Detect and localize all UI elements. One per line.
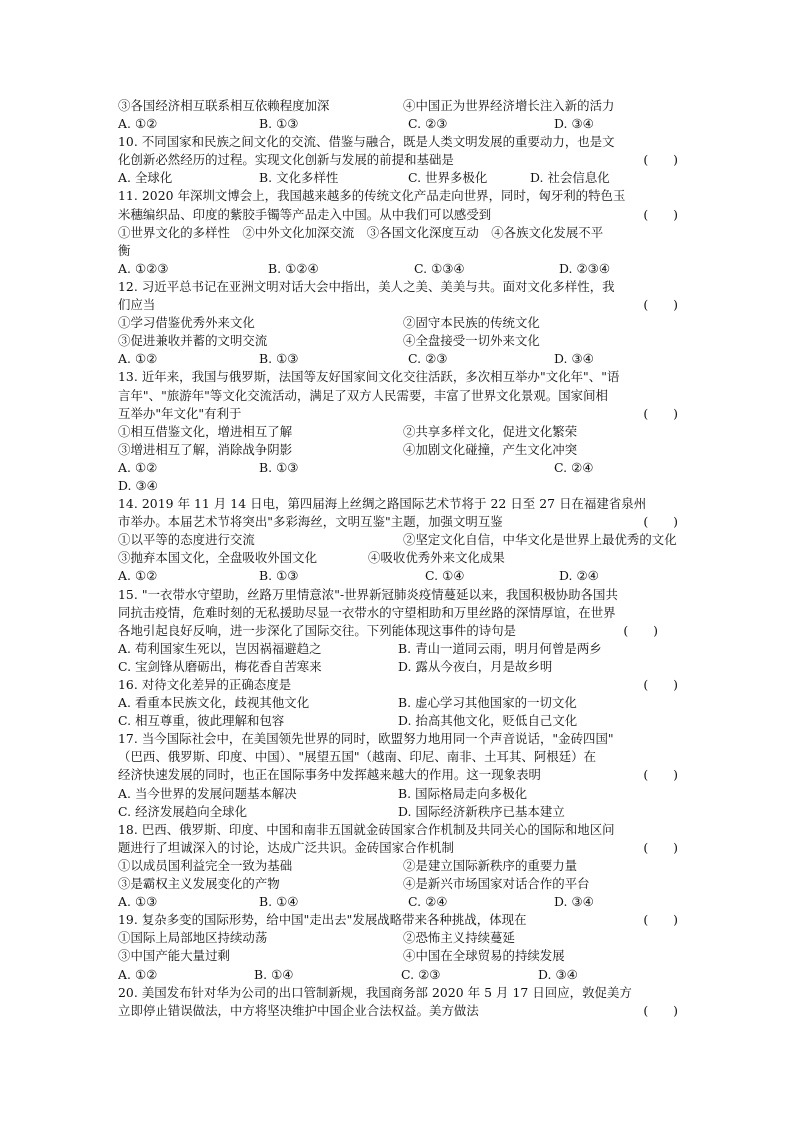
choice-b: B. ①③ xyxy=(259,459,299,475)
question-stem xyxy=(118,676,678,694)
answer-paren: ( ) xyxy=(643,912,678,928)
choice-row xyxy=(118,169,678,187)
choice-b: B. ①④ xyxy=(254,966,294,982)
choice-row xyxy=(118,785,678,803)
question-stem xyxy=(118,405,678,423)
choice-c: C. ②③ xyxy=(408,351,448,367)
question-stem-text: 们应当 xyxy=(118,297,156,313)
option-4: ④中国正为世界经济增长注入新的活力 xyxy=(403,98,615,113)
choice-b: B. 国际格局走向多极化 xyxy=(398,785,528,801)
option-1: ①以成员国利益完全一致为基础 xyxy=(118,857,293,873)
choice-b: B. ①④ xyxy=(259,894,299,910)
question-stem: 10. 不同国家和民族之间文化的交流、借鉴与融合，既是人类文明发展的重要动力，也是文 xyxy=(118,134,615,150)
choice-row xyxy=(118,966,678,984)
answer-paren: ( ) xyxy=(643,1002,678,1018)
answer-paren: ( ) xyxy=(643,206,678,222)
question-stem: 11. 2020 年深圳文博会上，我国越来越多的传统文化产品走向世界，同时，匈牙利的特色玉 xyxy=(118,188,626,204)
option-row xyxy=(118,857,678,875)
choice-c: C. 经济发展趋向全球化 xyxy=(118,803,248,819)
choice-d: D. 露从今夜白，月是故乡明 xyxy=(398,658,553,674)
option-row xyxy=(118,947,678,965)
choice-b: B. 青山一道同云雨，明月何曾是两乡 xyxy=(398,640,602,656)
choice-a: A. ①③ xyxy=(118,894,158,910)
option-4: ④中国在全球贸易的持续发展 xyxy=(403,948,565,964)
option-row xyxy=(118,549,678,567)
option-3: ③中国产能大量过剩 xyxy=(118,948,230,964)
option-1: ①以平等的态度进行交流 xyxy=(118,532,255,548)
choice-b: B. 文化多样性 xyxy=(259,170,339,186)
question-stem: 18. 巴西、俄罗斯、印度、中国和南非五国就金砖国家合作机制及共同关心的国际和地区问 xyxy=(118,821,615,837)
option-3: ③各国经济相互联系相互依赖程度加深 xyxy=(118,98,330,113)
choice-row xyxy=(118,477,678,495)
choice-row xyxy=(118,803,678,821)
question-stem xyxy=(118,151,678,169)
question-stem-text: 题进行了坦诚深入的讨论，达成广泛共识。金砖国家合作机制 xyxy=(118,839,454,855)
option-2: ②恐怖主义持续蔓延 xyxy=(403,930,515,946)
option-4: ④加剧文化碰撞，产生文化冲突 xyxy=(403,441,578,457)
option-1: ①相互借鉴文化，增进相互了解 xyxy=(118,423,293,439)
choice-a: A. 苟利国家生死以，岂因祸福避趋之 xyxy=(118,640,322,656)
question-stem: 17. 当今国际社会中，在美国领先世界的同时，欧盟努力地用同一个声音说话，"金砖四国" xyxy=(118,731,614,747)
choice-b: B. 虚心学习其他国家的一切文化 xyxy=(398,695,577,711)
option-3: ③促进兼收并蓄的文明交流 xyxy=(118,333,268,349)
question-stem xyxy=(118,766,678,784)
choice-row xyxy=(118,567,678,585)
question-stem: 同抗击疫情，危难时刻的无私援助尽显一衣带水的守望相助和万里丝路的深情厚谊，在世界 xyxy=(118,604,616,620)
choice-a: A. ①②③ xyxy=(118,260,169,276)
choice-c: C. 宝剑锋从磨砺出，梅花香自苦寒来 xyxy=(118,658,322,674)
option-row: 衡 xyxy=(118,242,131,258)
option-row xyxy=(118,97,678,115)
question-stem xyxy=(118,1002,678,1020)
choice-a: A. 看重本民族文化，歧视其他文化 xyxy=(118,695,310,711)
choice-a: A. ①② xyxy=(118,351,158,367)
choice-a: A. ①② xyxy=(118,116,158,132)
option-1: ①学习借鉴优秀外来文化 xyxy=(118,315,255,331)
answer-paren: ( ) xyxy=(643,839,678,855)
question-stem: 14. 2019 年 11 月 14 日电，第四届海上丝绸之路国际艺术节将于 22 日至 27 日在福建省泉州 xyxy=(118,496,647,512)
answer-paren: ( ) xyxy=(643,297,678,313)
option-2: ②坚定文化自信，中华文化是世界上最优秀的文化 xyxy=(403,532,677,548)
option-row xyxy=(118,929,678,947)
option-row xyxy=(118,441,678,459)
choice-c: C. ②③ xyxy=(401,966,441,982)
option-3: ③抛弃本国文化，全盘吸收外国文化 xyxy=(118,550,318,566)
choice-d: D. 社会信息化 xyxy=(530,170,610,186)
option-row xyxy=(118,875,678,893)
question-stem xyxy=(118,513,678,531)
option-row xyxy=(118,332,678,350)
choice-c: C. ②④ xyxy=(408,894,448,910)
option-3: ③增进相互了解，消除战争阴影 xyxy=(118,441,293,457)
choice-d: D. ③④ xyxy=(554,894,594,910)
question-stem: 言年"、"旅游年"等文化交流活动，满足了双方人民需要，丰富了世界文化景观。国家间相 xyxy=(118,387,608,403)
question-stem-text: 各地引起良好反响，进一步深化了国际交往。下列能体现这事件的诗句是 xyxy=(118,622,517,638)
answer-paren: ( ) xyxy=(643,514,678,530)
choice-d: D. ③④ xyxy=(554,116,594,132)
choice-d: D. ②③④ xyxy=(559,260,610,276)
choice-row xyxy=(118,712,678,730)
question-stem xyxy=(118,839,678,857)
choice-d: D. 国际经济新秩序已基本建立 xyxy=(398,803,565,819)
choice-d: D. ③④ xyxy=(118,477,158,493)
choice-row xyxy=(118,115,678,133)
choice-row xyxy=(118,658,678,676)
option-2: ②共享多样文化，促进文化繁荣 xyxy=(403,423,578,439)
choice-d: D. ③④ xyxy=(538,966,578,982)
answer-paren: ( ) xyxy=(643,767,678,783)
choice-row xyxy=(118,640,678,658)
option-2: ②是建立国际新秩序的重要力量 xyxy=(403,857,578,873)
question-stem xyxy=(118,206,678,224)
question-stem-text: 化创新必然经历的过程。实现文化创新与发展的前提和基础是 xyxy=(118,152,454,168)
answer-paren: ( ) xyxy=(623,622,658,638)
question-stem: 13. 近年来，我国与俄罗斯，法国等友好国家间文化交往活跃，多次相互举办"文化年"、"语 xyxy=(118,369,620,385)
choice-c: C. ①③④ xyxy=(414,260,465,276)
question-stem-text: 经济快速发展的同时，也正在国际事务中发挥越来越大的作用。这一现象表明 xyxy=(118,767,541,783)
answer-paren: ( ) xyxy=(643,677,678,692)
question-stem: 20. 美国发布针对华为公司的出口管制新规，我国商务部 2020 年 5 月 17 日回应，敦促美方 xyxy=(118,984,632,1000)
choice-c: C. 相互尊重，彼此理解和包容 xyxy=(118,713,285,729)
question-stem xyxy=(118,911,678,929)
option-4: ④全盘接受一切外来文化 xyxy=(403,333,540,349)
choice-a: A. ①② xyxy=(118,568,158,584)
question-stem xyxy=(118,296,678,314)
option-4: ④是新兴市场国家对话合作的平台 xyxy=(403,876,590,892)
question-stem-text: 米穗编织品、印度的紫胶手镯等产品走入中国。从中我们可以感受到 xyxy=(118,206,492,222)
choice-d: D. ③④ xyxy=(554,351,594,367)
option-3: ③是霸权主义发展变化的产物 xyxy=(118,876,280,892)
question-stem xyxy=(118,622,678,640)
choice-a: A. 当今世界的发展问题基本解决 xyxy=(118,785,297,801)
question-stem-text: 立即停止错误做法，中方将坚决维护中国企业合法权益。美方做法 xyxy=(118,1002,479,1018)
question-stem: 12. 习近平总书记在亚洲文明对话大会中指出，美人之美、美美与共。面对文化多样性，我 xyxy=(118,278,615,294)
option-row xyxy=(118,423,678,441)
option-1: ①国际上局部地区持续动荡 xyxy=(118,930,268,946)
choice-a: A. 全球化 xyxy=(118,170,173,186)
option-row xyxy=(118,531,678,549)
choice-a: A. ①② xyxy=(118,966,158,982)
question-stem-text: 互举办"年文化"有利于 xyxy=(118,405,242,421)
question-stem-text: 19. 复杂多变的国际形势，给中国"走出去"发展战略带来各种挑战，体现在 xyxy=(118,912,527,928)
choice-c: C. ②④ xyxy=(554,459,594,475)
choice-a: A. ①② xyxy=(118,459,158,475)
question-stem-text: 16. 对待文化差异的正确态度是 xyxy=(118,677,292,692)
option-row: ①世界文化的多样性 ②中外文化加深交流 ③各国文化深度互动 ④各族文化发展不平 xyxy=(118,224,604,240)
choice-c: C. 世界多极化 xyxy=(408,170,488,186)
choice-row xyxy=(118,459,678,477)
option-2: ②固守本民族的传统文化 xyxy=(403,315,540,331)
choice-b: B. ①③ xyxy=(259,568,299,584)
question-stem: （巴西、俄罗斯、印度、中国）、"展望五国"（越南、印尼、南非、土耳其、阿根廷）在 xyxy=(118,749,597,765)
choice-row xyxy=(118,260,678,278)
choice-row xyxy=(118,893,678,911)
choice-b: B. ①③ xyxy=(259,116,299,132)
question-stem: 15. "一衣带水守望助，丝路万里情意浓"-世界新冠肺炎疫情蔓延以来，我国积极协助各国共 xyxy=(118,586,618,602)
question-stem-text: 市举办。本届艺术节将突出"多彩海丝，文明互鉴"主题，加强文明互鉴 xyxy=(118,514,503,530)
choice-b: B. ①②④ xyxy=(268,260,319,276)
option-4: ④吸收优秀外来文化成果 xyxy=(368,550,505,566)
choice-b: B. ①③ xyxy=(259,351,299,367)
choice-d: D. ②④ xyxy=(559,568,599,584)
choice-row xyxy=(118,694,678,712)
choice-d: D. 抬高其他文化，贬低自己文化 xyxy=(398,713,578,729)
exam-page xyxy=(118,97,678,1020)
choice-row xyxy=(118,350,678,368)
answer-paren: ( ) xyxy=(643,152,678,168)
choice-c: C. ②③ xyxy=(408,116,448,132)
choice-c: C. ①④ xyxy=(425,568,465,584)
answer-paren: ( ) xyxy=(643,405,678,421)
option-row xyxy=(118,314,678,332)
